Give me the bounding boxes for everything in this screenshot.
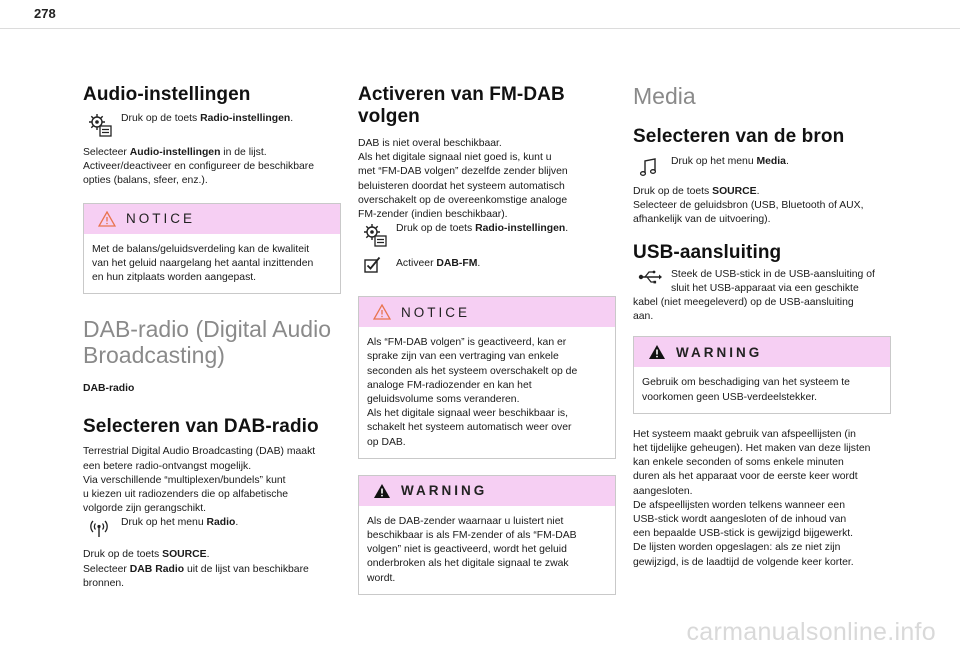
warning-triangle-icon (373, 483, 391, 499)
fm-dab-step-1 (358, 222, 616, 248)
src-post: . (756, 186, 760, 197)
notice-line-2: van het geluid naargelang het aantal inzittenden (92, 257, 314, 269)
radio-settings-icon (83, 112, 121, 138)
music-note-icon (633, 155, 671, 181)
media-heading: Media (633, 83, 696, 109)
notice-label: NOTICE (401, 304, 471, 320)
notice-box-fm-dab (358, 296, 616, 459)
right-column (633, 78, 891, 570)
warning-line-4: onderbroken als het digitale signaal te zwak (367, 558, 569, 570)
usb-line-3: kabel (niet meegeleverd) op de USB-aansluiting (633, 297, 854, 309)
warning-header (359, 476, 615, 506)
playlist-line-5: aangesloten. (633, 485, 693, 497)
notice-line-3: en hun zitplaats worden aangepast. (92, 272, 257, 284)
notice-line-6: Als het digitale signaal weer beschikbaar is, (367, 408, 568, 420)
dab-line-2: een betere radio-ontvangst mogelijk. (83, 460, 252, 472)
dab-fm-checkbox-icon (358, 254, 396, 280)
source-pre: Druk op de toets (83, 549, 163, 561)
fm-dab-line-6: FM-zender (indien beschikbaar). (358, 209, 508, 221)
audio-step-end: . (290, 113, 294, 124)
fm-dab-step-2 (358, 254, 616, 280)
dab-intro-paragraph (83, 445, 341, 516)
dabradio-bold: DAB Radio (129, 563, 185, 575)
playlist-line-9: De lijsten worden opgeslagen: als ze niet zijn (633, 542, 841, 554)
usb-line-4: aan. (633, 311, 654, 323)
notice-triangle-icon (373, 304, 391, 320)
dab-line-3: Via verschillende “multiplexen/bundels” kunt (83, 474, 286, 486)
notice-line-2: sprake zijn van een vertraging van enkele (367, 351, 559, 363)
audio-step-key: Radio-instellingen (200, 113, 291, 124)
warning-label: WARNING (401, 483, 488, 499)
warning-body (634, 367, 890, 412)
notice-line-4: analoge FM-radiozender en kan het (367, 379, 532, 391)
playlist-line-4: duren als het apparaat voor de eerste keer wordt (633, 471, 858, 483)
usb-title: USB-aansluiting (633, 241, 782, 263)
notice-line-3: seconden als het systeem overschakelt op de (367, 365, 578, 377)
playlist-line-10: gewijzigd, is de laadtijd de volgende keer korter. (633, 556, 854, 568)
usb-paragraph-rest (633, 296, 891, 324)
audio-settings-title: Audio-instellingen (83, 84, 251, 105)
page-number: 278 (34, 6, 56, 21)
select-bold: Audio-instellingen (129, 147, 221, 158)
playlist-line-8: een bepaalde USB-stick is gewijzigd bijgewerkt. (633, 528, 854, 540)
left-column (83, 78, 341, 591)
fm-dab-line-5: overschakelt op de overeenkomstige analoge (358, 194, 568, 206)
warning-box-usb (633, 336, 891, 413)
step1-text: Druk op de toets (396, 223, 476, 235)
select-dab-title: Selecteren van DAB-radio (83, 416, 319, 438)
select-pre: Selecteer (83, 147, 130, 158)
warning-label: WARNING (676, 344, 763, 360)
warning-box-fm-dab (358, 475, 616, 595)
step1-end: . (565, 223, 569, 235)
radio-step-end: . (235, 517, 239, 529)
warning-triangle-icon (648, 344, 666, 360)
playlist-line-3: kan enkele seconden of soms enkele minuten (633, 457, 844, 469)
media-step-key: Media (756, 156, 786, 167)
dab-title-line-2: Broadcasting) (83, 342, 225, 369)
fm-dab-line-3: met “FM-DAB volgen” dezelfde zender blijven (358, 166, 568, 178)
fm-dab-line-1: DAB is niet overal beschikbaar. (358, 138, 502, 149)
notice-body (359, 327, 615, 458)
source-post: . (206, 549, 210, 561)
middle-column (358, 78, 616, 595)
src-line-3: afhankelijk van de uitvoering). (633, 214, 771, 226)
warning-line-3: volgen” niet is geactiveerd, wordt het geluid (367, 544, 567, 556)
notice-line-5: geluidsvolume soms veranderen. (367, 394, 520, 406)
dab-title-line-1: DAB-radio (Digital Audio (83, 316, 332, 343)
dab-line-1: Terrestrial Digital Audio Broadcasting (DAB) maakt (83, 446, 316, 458)
usb-step-row (633, 268, 891, 296)
notice-label: NOTICE (126, 211, 196, 227)
dab-radio-heading (83, 316, 341, 368)
audio-step-row (83, 112, 341, 138)
radio-menu-icon (83, 516, 121, 542)
dab-line-5: volgorde zijn gerangschikt. (83, 503, 207, 515)
warning-header (634, 337, 890, 367)
step2-text: Activeer (396, 258, 437, 270)
radio-step-key: Radio (206, 517, 236, 529)
notice-box-audio (83, 203, 341, 295)
notice-triangle-icon (98, 211, 116, 227)
dabradio-pre: Selecteer (83, 563, 130, 575)
source-paragraph (83, 548, 341, 591)
dab-radio-subtitle: DAB-radio (83, 383, 135, 395)
usb-line-2: sluit het USB-apparaat via een geschikte (671, 282, 859, 294)
radio-step-text: Druk op het menu (121, 517, 207, 529)
warning-body (359, 506, 615, 594)
media-step-end: . (785, 156, 789, 167)
playlist-line-6: De afspeellijsten worden telkens wanneer een (633, 499, 845, 511)
activate-line-2: opties (balans, sfeer, enz.). (83, 175, 208, 187)
warning-line-1: Gebruik om beschadiging van het systeem te (642, 377, 850, 389)
source-bold: SOURCE (162, 549, 207, 561)
media-step-text: Druk op het menu (671, 156, 757, 167)
notice-line-1: Als “FM-DAB volgen” is geactiveerd, kan er (367, 337, 567, 349)
warning-line-5: wordt. (367, 572, 396, 584)
notice-line-7: schakelt het systeem automatisch weer over (367, 422, 572, 434)
notice-header (359, 297, 615, 327)
fm-dab-line-2: Als het digitale signaal niet goed is, kunt u (358, 152, 552, 164)
fm-dab-paragraph (358, 137, 616, 222)
fm-dab-line-4: beluisteren doordat het systeem automatisch (358, 180, 565, 192)
playlist-line-7: USB-stick wordt aangesloten of de inhoud van (633, 514, 847, 526)
select-source-title: Selecteren van de bron (633, 126, 845, 147)
header-divider (0, 28, 960, 29)
playlist-line-1: Het systeem maakt gebruik van afspeellijsten (in (633, 428, 856, 440)
radio-step-row (83, 516, 341, 542)
warning-line-2: beschikbaar is als FM-zender of als “FM-DAB (367, 530, 577, 542)
step2-key: DAB-FM (436, 258, 478, 270)
dabradio-post: uit de lijst van beschikbare (184, 563, 309, 575)
activate-line-1: Activeer/deactiveer en configureer de beschikbare (83, 161, 315, 173)
audio-step-text: Druk op de toets (121, 113, 201, 124)
warning-line-1: Als de DAB-zender waarnaar u luistert niet (367, 515, 564, 527)
usb-line-1: Steek de USB-stick in de USB-aansluiting of (671, 268, 875, 280)
dabradio-line-2: bronnen. (83, 577, 125, 589)
playlist-paragraph (633, 428, 891, 570)
dab-line-4: u kiezen uit radiozenders die op alfabetische (83, 489, 289, 501)
audio-select-paragraph (83, 146, 341, 189)
fm-dab-title: Activeren van FM-DAB volgen (358, 84, 565, 127)
src-bold: SOURCE (712, 186, 757, 197)
src-line-2: Selecteer de geluidsbron (USB, Bluetooth of AUX, (633, 200, 864, 212)
radio-settings-icon (358, 222, 396, 248)
watermark: carmanualsonline.info (686, 618, 936, 646)
src-pre: Druk op de toets (633, 186, 713, 197)
warning-line-2: voorkomen geen USB-verdeelstekker. (642, 391, 817, 403)
notice-header (84, 204, 340, 234)
source-select-paragraph (633, 185, 891, 228)
notice-line-8: op DAB. (367, 436, 406, 448)
select-post: in de lijst. (220, 147, 267, 158)
usb-icon (633, 268, 671, 294)
notice-body (84, 234, 340, 294)
step1-key: Radio-instellingen (475, 223, 566, 235)
playlist-line-2: het tijdelijke geheugen). Het maken van deze lijsten (633, 443, 871, 455)
step2-end: . (477, 258, 481, 270)
notice-line-1: Met de balans/geluidsverdeling kan de kwaliteit (92, 243, 310, 255)
media-step-row (633, 155, 891, 181)
